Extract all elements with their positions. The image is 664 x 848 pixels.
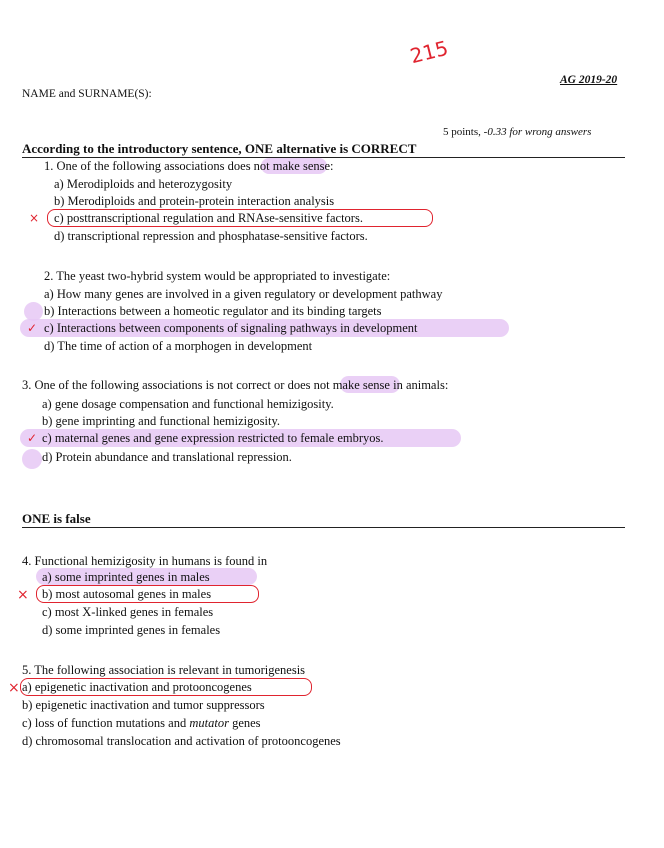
q5-option-c-mutator: mutator (189, 716, 229, 730)
q4-stem: 4. Functional hemizigosity in humans is found in (22, 554, 268, 568)
points-value: 5 points, (443, 126, 481, 138)
q3-option-d: d) Protein abundance and translational repression. (42, 450, 292, 464)
q1-option-a: a) Merodiploids and heterozygosity (54, 177, 233, 191)
q2-stem: 2. The yeast two-hybrid system would be appropriated to investigate: (44, 269, 391, 283)
q3-correct-mark: ✓ (27, 431, 38, 445)
q5-wrong-mark: × (8, 680, 20, 696)
q1-wrong-mark: × (29, 211, 40, 225)
q5-option-c-suffix: genes (228, 716, 261, 730)
q2-option-a: a) How many genes are involved in a given regulatory or development pathway (44, 287, 443, 301)
name-label: NAME and SURNAME(S): (22, 88, 152, 100)
q4-option-d: d) some imprinted genes in females (42, 623, 221, 637)
q5-option-b: b) epigenetic inactivation and tumor suppressors (22, 698, 265, 712)
points-note (443, 125, 591, 140)
q5-stem: 5. The following association is relevant in tumorigenesis (22, 663, 306, 677)
q4-option-a: a) some imprinted genes in males (42, 570, 210, 584)
q1-option-b: b) Merodiploids and protein-protein interaction analysis (54, 194, 335, 208)
penalty-note: -0.33 for wrong answers (483, 126, 592, 138)
q2-option-c: c) Interactions between components of signaling pathways in development (44, 321, 418, 335)
section2-title: ONE is false (22, 511, 91, 526)
section2-rule (22, 527, 625, 528)
q3-stem: 3. One of the following associations is not correct or does not make sense in animals: (22, 378, 449, 392)
q2-correct-mark: ✓ (27, 321, 38, 335)
q4-option-b: b) most autosomal genes in males (42, 587, 212, 601)
q5-option-d: d) chromosomal translocation and activation of protooncogenes (22, 734, 341, 748)
q4-wrong-mark: × (17, 587, 29, 603)
handwritten-score: 215 (407, 35, 451, 69)
section1-instruction: According to the introductory sentence, ONE alternative is CORRECT (22, 141, 417, 156)
section1-rule (22, 157, 625, 158)
q5-option-a: a) epigenetic inactivation and protooncogenes (22, 680, 252, 694)
q3-option-a: a) gene dosage compensation and functional hemizigosity. (42, 397, 334, 411)
q3-d-dot (22, 449, 42, 469)
q2-option-d: d) The time of action of a morphogen in development (44, 339, 313, 353)
q5-option-c (22, 716, 261, 731)
q2-option-b: b) Interactions between a homeotic regulator and its binding targets (44, 304, 382, 318)
q5-option-c-prefix: c) loss of function mutations and (22, 716, 190, 730)
q1-option-c: c) posttranscriptional regulation and RNAse-sensitive factors. (54, 211, 363, 225)
q3-option-b: b) gene imprinting and functional hemizigosity. (42, 414, 281, 428)
course-year: AG 2019-20 (560, 74, 618, 86)
q3-option-c: c) maternal genes and gene expression restricted to female embryos. (42, 431, 384, 445)
q4-option-c: c) most X-linked genes in females (42, 605, 214, 619)
q1-option-d: d) transcriptional repression and phosphatase-sensitive factors. (54, 229, 368, 243)
q1-stem: 1. One of the following associations does not make sense: (44, 159, 334, 173)
